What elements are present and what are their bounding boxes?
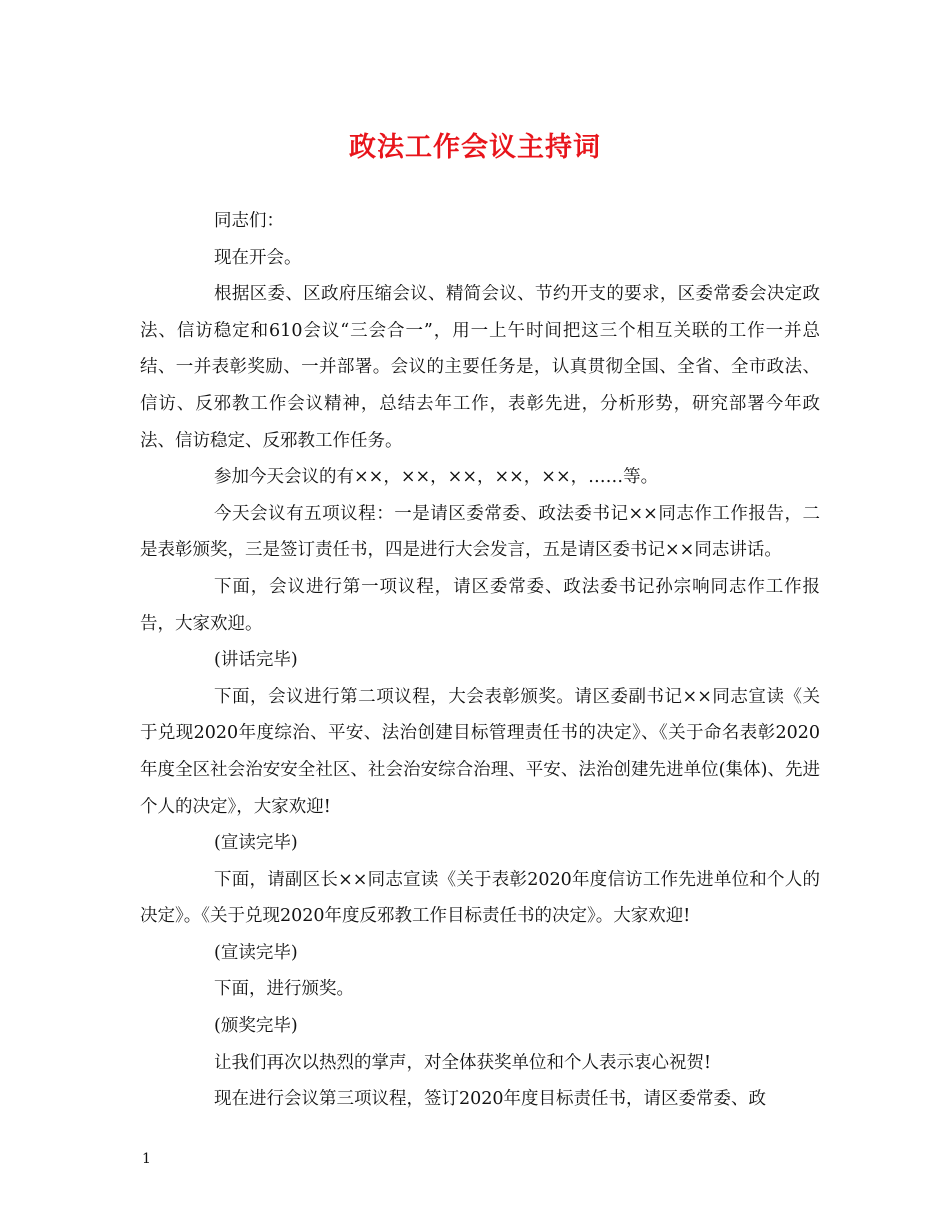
paragraph-note-award-finished: (颁奖完毕) (214, 1016, 298, 1037)
document-body (140, 203, 820, 1118)
document-title: 政法工作会议主持词 (349, 132, 601, 163)
paragraph-agenda-item-3: 现在进行会议第三项议程，签订2020年度目标责任书，请区委常委、政 (214, 1089, 767, 1110)
paragraph-agenda-item-1: 下面，会议进行第一项议程，请区委常委、政法委书记孙宗响同志作工作报告，大家欢迎。 (140, 576, 820, 634)
page-number: 1 (142, 1151, 151, 1167)
paragraph-agenda: 今天会议有五项议程：一是请区委常委、政法委书记××同志作工作报告，二是表彰颁奖，三是签订责任书，四是进行大会发言，五是请区委书记××同志讲话。 (140, 503, 820, 561)
paragraph-award-presentation: 下面，进行颁奖。 (214, 979, 354, 1000)
paragraph-vice-mayor-reading: 下面，请副区长××同志宣读《关于表彰2020年度信访工作先进单位和个人的决定》。《关于兑现2020年度反邪教工作目标责任书的决定》。大家欢迎! (140, 869, 820, 927)
paragraph-note-reading-finished: (宣读完毕) (214, 833, 298, 854)
paragraph-opening: 现在开会。 (214, 247, 302, 268)
paragraph-attendees: 参加今天会议的有××，××，××，××，××，……等。 (214, 467, 659, 488)
paragraph-note-reading-finished-2: (宣读完毕) (214, 942, 298, 963)
paragraph-note-speech-finished: (讲话完毕) (214, 650, 298, 671)
paragraph-congratulations: 让我们再次以热烈的掌声，对全体获奖单位和个人表示衷心祝贺! (214, 1052, 712, 1073)
paragraph-greeting: 同志们： (214, 211, 284, 231)
paragraph-agenda-item-2: 下面，会议进行第二项议程，大会表彰颁奖。请区委副书记××同志宣读《关于兑现2020年度综治、平安、法治创建目标管理责任书的决定》、《关于命名表彰2020年度全区社会治安安全社区、社会治安综合治理、平安、法治创建先进单位(集体)、先进个人的决定》，大家欢迎! (140, 686, 820, 817)
paragraph-meeting-purpose: 根据区委、区政府压缩会议、精简会议、节约开支的要求，区委常委会决定政法、信访稳定和610会议“三会合一”，用一上午时间把这三个相互关联的工作一并总结、一并表彰奖励、一并部署。会议的主要任务是，认真贯彻全国、全省、全市政法、信访、反邪教工作会议精神，总结去年工作，表彰先进，分析形势，研究部署今年政法、信访稳定、反邪教工作任务。 (140, 284, 820, 451)
